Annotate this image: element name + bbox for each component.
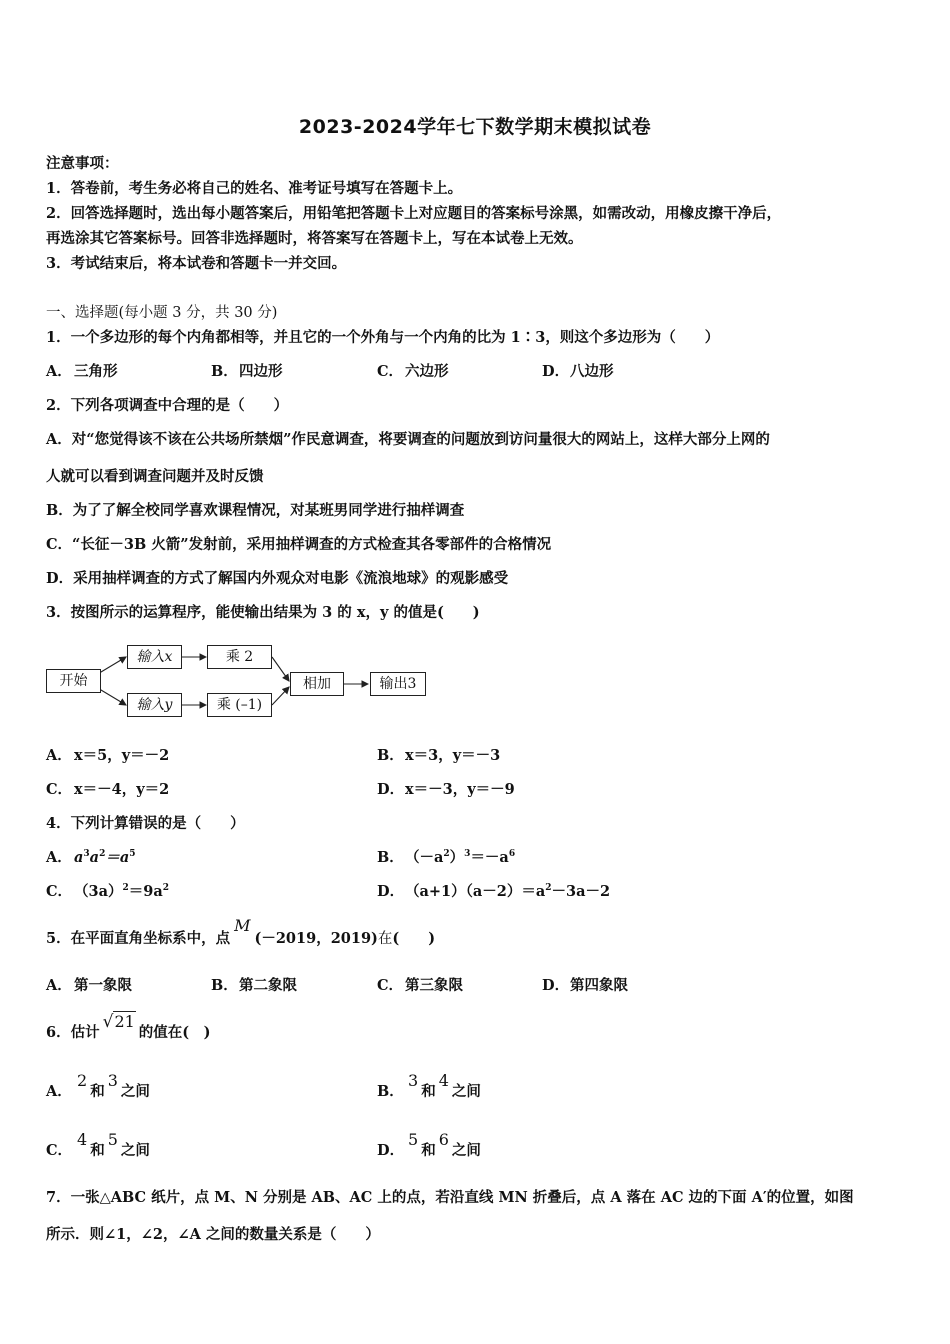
notice-item: 3．考试结束后，将本试卷和答题卡一并交回。 bbox=[46, 255, 347, 272]
question-7-stem: 7．一张△ABC 纸片，点 M、N 分别是 AB、AC 上的点，若沿直线 MN 折叠后，点 A 落在 AC 边的下面 A′的位置，如图 bbox=[46, 1189, 854, 1206]
q5-option-a: A． 第一象限 bbox=[46, 977, 132, 994]
q4-option-a: A． $a^3a^2=a^5$ bbox=[46, 849, 136, 866]
flow-start-box: 开始 bbox=[46, 669, 101, 693]
question-6-stem: 6．估计√21的值在( ) bbox=[46, 1012, 211, 1041]
notice-item: 再选涂其它答案标号。回答非选择题时，将答案写在答题卡上，写在本试卷上无效。 bbox=[46, 230, 583, 247]
flow-multiply-2-box: 乘 2 bbox=[207, 645, 272, 669]
q5-option-b: B．第二象限 bbox=[211, 977, 297, 994]
q1-option-c: C． 六边形 bbox=[377, 363, 449, 380]
question-1-stem: 1．一个多边形的每个内角都相等，并且它的一个外角与一个内角的比为 1∶3，则这个多边形为（ ） bbox=[46, 329, 720, 346]
flow-input-x-box: 输入x bbox=[127, 645, 182, 669]
question-5-stem: 5．在平面直角坐标系中，点M(－2019，2019)在( ) bbox=[46, 916, 436, 947]
q1-option-b: B．四边形 bbox=[211, 363, 283, 380]
q2-option-b: B．为了了解全校同学喜欢课程情况，对某班男同学进行抽样调查 bbox=[46, 502, 465, 519]
point-m-label: M bbox=[234, 916, 251, 935]
q5-option-d: D．第四象限 bbox=[542, 977, 628, 994]
q4-option-b: B．$(-a^2)^3=-a^6$ bbox=[377, 849, 516, 866]
flow-input-y-box: 输入y bbox=[127, 693, 182, 717]
question-2-stem: 2．下列各项调查中合理的是（ ） bbox=[46, 397, 289, 414]
q2-option-c: C．“长征－3B 火箭”发射前，采用抽样调查的方式检查其各零部件的合格情况 bbox=[46, 536, 552, 553]
flow-add-box: 相加 bbox=[290, 672, 344, 696]
notice-heading: 注意事项： bbox=[46, 155, 119, 172]
q1-option-a: A． 三角形 bbox=[46, 363, 118, 380]
q5-option-c: C． 第三象限 bbox=[377, 977, 463, 994]
q4-option-d: D．$(a+1)(a-2)=a^2-3a-2$ bbox=[377, 883, 611, 900]
sqrt-21: √21 bbox=[102, 1012, 135, 1032]
q2-option-a-cont: 人就可以看到调查问题并及时反馈 bbox=[46, 468, 264, 485]
question-3-stem: 3．按图所示的运算程序，能使输出结果为 3 的 x，y 的值是( ) bbox=[46, 604, 480, 621]
q3-option-a: A． x＝5，y＝－2 bbox=[46, 747, 170, 764]
notice-item: 1．答卷前，考生务必将自己的姓名、准考证号填写在答题卡上。 bbox=[46, 180, 463, 197]
q2-option-d: D．采用抽样调查的方式了解国内外观众对电影《流浪地球》的观影感受 bbox=[46, 570, 509, 587]
q3-option-d: D．x＝－3，y＝－9 bbox=[377, 781, 515, 798]
q6-option-a: A．2和3之间 bbox=[46, 1071, 150, 1100]
q6-option-c: C．4和5之间 bbox=[46, 1130, 150, 1159]
q6-option-b: B．3和4之间 bbox=[377, 1071, 481, 1100]
notice-item: 2．回答选择题时，选出每小题答案后，用铅笔把答题卡上对应题目的答案标号涂黑，如需改动，用橡皮擦干净后， bbox=[46, 205, 782, 222]
q3-option-c: C． x＝－4，y＝2 bbox=[46, 781, 170, 798]
flow-output-box: 输出3 bbox=[370, 672, 426, 696]
flow-multiply-neg1-box: 乘 (–1) bbox=[207, 693, 272, 717]
question-7-stem-cont: 所示．则∠1，∠2，∠A 之间的数量关系是（ ） bbox=[46, 1226, 380, 1243]
question-4-stem: 4．下列计算错误的是（ ） bbox=[46, 815, 245, 832]
page-title: 2023-2024学年七下数学期末模拟试卷 bbox=[298, 116, 652, 138]
q6-option-d: D．5和6之间 bbox=[377, 1130, 481, 1159]
q2-option-a: A．对“您觉得该不该在公共场所禁烟”作民意调查，将要调查的问题放到访问量很大的网站上，这样大部分上网的 bbox=[46, 431, 770, 448]
section-heading: 一、选择题(每小题 3 分，共 30 分) bbox=[46, 305, 278, 321]
q4-option-c: C． $(3a)^2=9a^2$ bbox=[46, 883, 169, 900]
q3-option-b: B．x＝3，y＝－3 bbox=[377, 747, 501, 764]
q1-option-d: D．八边形 bbox=[542, 363, 614, 380]
